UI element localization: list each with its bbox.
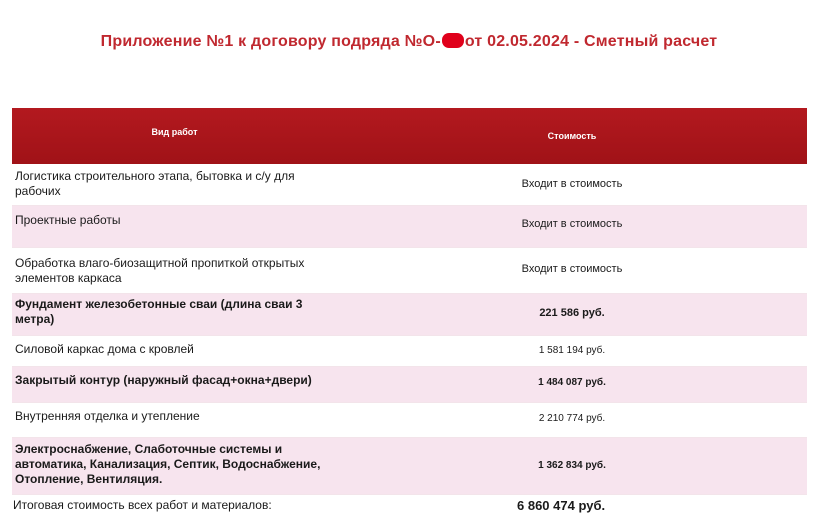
title-prefix: Приложение №1 к договору подряда №О- <box>100 33 441 50</box>
title-suffix: от 02.05.2024 - Сметный расчет <box>464 33 718 50</box>
work-type-cell: Внутренняя отделка и утепление <box>15 409 200 423</box>
cost-cell: Входит в стоимость <box>521 178 623 190</box>
table-header <box>12 108 807 164</box>
total-value: 6 860 474 руб. <box>517 498 606 513</box>
table-row <box>12 367 807 403</box>
work-type-cell: Логистика строительного этапа, бытовка и с/у для рабочих <box>15 169 295 198</box>
estimate-table <box>12 108 807 495</box>
work-type-cell: Фундамент железобетонные сваи (длина сваи 3 метра) <box>15 297 303 326</box>
work-type-cell: Закрытый контур (наружный фасад+окна+двери) <box>15 373 312 387</box>
table-row <box>12 336 807 367</box>
work-type-cell: Силовой каркас дома с кровлей <box>15 342 194 356</box>
table-row <box>12 438 807 495</box>
total-row <box>12 492 807 518</box>
cost-cell: 221 586 руб. <box>539 307 605 319</box>
header-cost: Стоимость <box>547 131 597 141</box>
redaction-mark <box>442 33 464 48</box>
cost-cell: Входит в стоимость <box>521 263 623 275</box>
table-row <box>12 164 807 206</box>
table-row <box>12 206 807 248</box>
table-row <box>12 294 807 336</box>
total-label: Итоговая стоимость всех работ и материалов: <box>13 498 272 512</box>
header-work-type: Вид работ <box>151 127 198 137</box>
cost-cell: 2 210 774 руб. <box>538 413 606 424</box>
cost-cell: Входит в стоимость <box>521 218 623 230</box>
table-row <box>12 248 807 294</box>
work-type-cell: Электроснабжение, Слаботочные системы и автоматика, Канализация, Септик, Водоснабжение, Отопление, Вентиляция. <box>15 442 321 486</box>
work-type-cell: Обработка влаго-биозащитной пропиткой открытых элементов каркаса <box>15 256 305 285</box>
table-row <box>12 403 807 438</box>
page-title <box>0 33 818 51</box>
work-type-cell: Проектные работы <box>15 213 121 227</box>
cost-cell: 1 362 834 руб. <box>538 460 606 471</box>
cost-cell: 1 484 087 руб. <box>538 377 606 388</box>
cost-cell: 1 581 194 руб. <box>538 345 606 356</box>
